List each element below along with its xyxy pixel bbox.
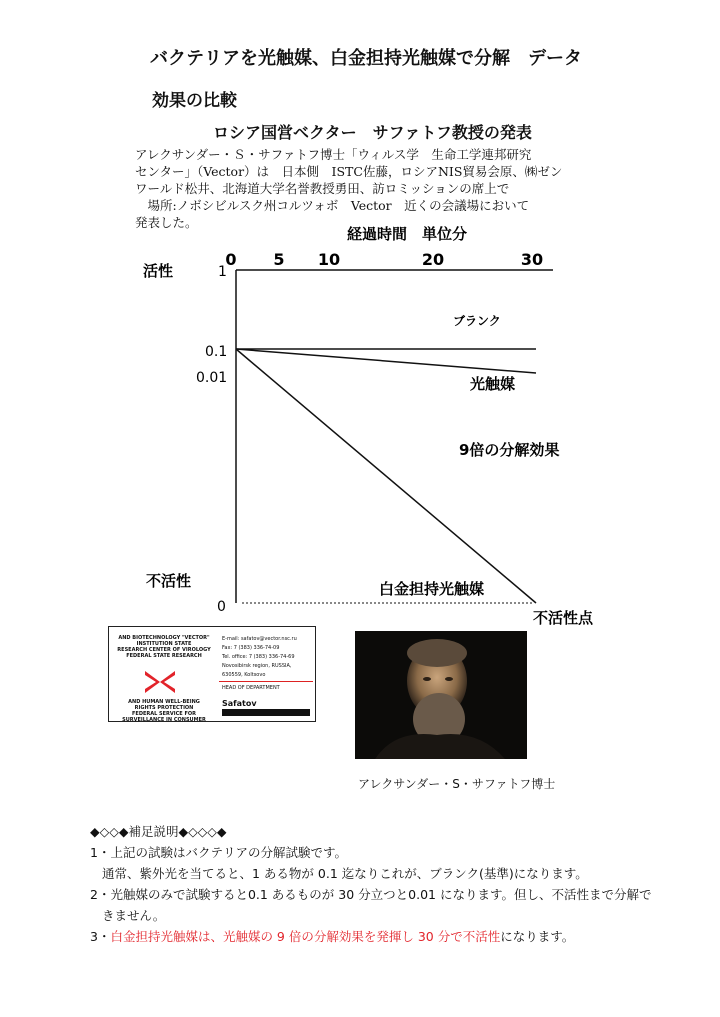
card-contact [222,635,297,680]
card-address: Novosibirsk region, RUSSIA, [222,663,292,669]
x-tick-10: 10 [317,250,341,269]
photo-caption: アレクサンダー・S・サファトフ博士 [358,777,556,791]
note-1: 1・上記の試験はバクテリアの分解試験です。 [90,845,347,860]
note-1-detail: 通常、紫外光を当てると、1 ある物が 0.1 迄なりこれが、ブランク(基準)になります。 [102,866,588,881]
inactivation-point-label: 不活性点 [533,609,594,625]
x-tick-20: 20 [421,250,445,269]
business-card [108,626,316,722]
y-tick-0: 0 [217,599,226,615]
portrait-image [355,631,527,759]
note-3-number: 3・ [90,929,111,944]
y-top-label: 活性 [143,262,174,280]
y-tick-1: 1 [218,264,227,280]
y-tick-0_01: 0.01 [196,370,228,386]
note-3-highlight: 白金担持光触媒は、光触媒の 9 倍の分解効果を発揮し 30 分で不活性 [110,929,501,944]
series-line-1 [236,349,536,373]
card-org-text [115,635,213,659]
notes-section [90,821,651,947]
intro-line-1: センター」（Vector）は 日本側 ISTC佐藤，ロシアNIS貿易会原、㈱ゼン [135,164,563,179]
y-tick-labels [196,264,227,615]
card-email: E-mail: safatov@vector.nsc.ru [222,636,297,642]
note-3 [90,926,651,947]
series-label-platinum: 白金担持光触媒 [379,580,485,598]
intro-line-3: 場所:ノボシビルスク州コルツォボ Vector 近くの会議場において [135,198,530,213]
note-2-detail: きません。 [102,908,166,923]
series-label-photocatalyst: 光触媒 [470,375,516,393]
x-tick-0: 0 [225,250,237,269]
decay-chart [0,215,720,625]
card-org-line-1: INSTITUTION STATE [136,641,192,647]
intro-line-0: アレクサンダー・Ｓ・サファトフ博士「ウィルス学 生命工学連邦研究 [135,147,532,162]
card-redaction-bar [222,709,310,716]
card-org-line-3: FEDERAL STATE RESEARCH [126,653,202,659]
card-org2-line-3: SURVEILLANCE IN CONSUMER [122,717,206,722]
note-2: 2・光触媒のみで試験すると0.1 あるものが 30 分立つと0.01 になります。但し、不活性まで分解で [90,887,652,902]
y-bottom-label: 不活性 [146,572,192,590]
intro-line-2: ワールド松井、北海道大学名誉教授勇田、訪ロミッションの席上で [135,181,510,196]
card-org2-line-0: AND HUMAN WELL-BEING [128,699,200,705]
x-tick-labels [225,250,543,269]
card-postal: 630559, Koltsovo [222,672,266,678]
card-name: Safatov [222,699,257,708]
document-title: バクテリアを光触媒、白金担持光触媒で分解 データ [150,48,582,69]
notes-header: ◆◇◇◆補足説明◆◇◇◇◆ [90,824,227,839]
x-tick-5: 5 [273,250,285,269]
intro-line-4: 発表した。 [135,215,198,230]
document-subtitle: 効果の比較 [152,91,237,111]
chart-title: 経過時間 単位分 [347,225,468,243]
card-org2-line-2: FEDERAL SERVICE FOR [132,711,196,717]
x-tick-30: 30 [520,250,544,269]
section-heading: ロシア国営ベクター サファトフ教授の発表 [213,123,532,142]
vector-logo-icon [143,669,177,695]
card-tel: Tel. office: 7 (383) 336-74-69 [222,654,295,660]
card-fax: Fax: 7 (383) 336-74-09 [222,645,280,651]
note-3-end: になります。 [500,929,575,944]
card-org-line-2: RESEARCH CENTER OF VIROLOGY [117,647,211,653]
card-org-line-0: AND BIOTECHNOLOGY "VECTOR" [118,635,210,641]
card-position: HEAD OF DEPARTMENT [222,685,280,691]
card-divider [219,681,313,682]
effect-annotation: 9倍の分解効果 [459,441,560,459]
portrait-photo [355,631,527,759]
card-org2-line-1: RIGHTS PROTECTION [134,705,194,711]
series-label-blank: ブランク [453,314,501,328]
card-org-text-2 [115,699,213,722]
y-tick-0_1: 0.1 [205,344,228,360]
